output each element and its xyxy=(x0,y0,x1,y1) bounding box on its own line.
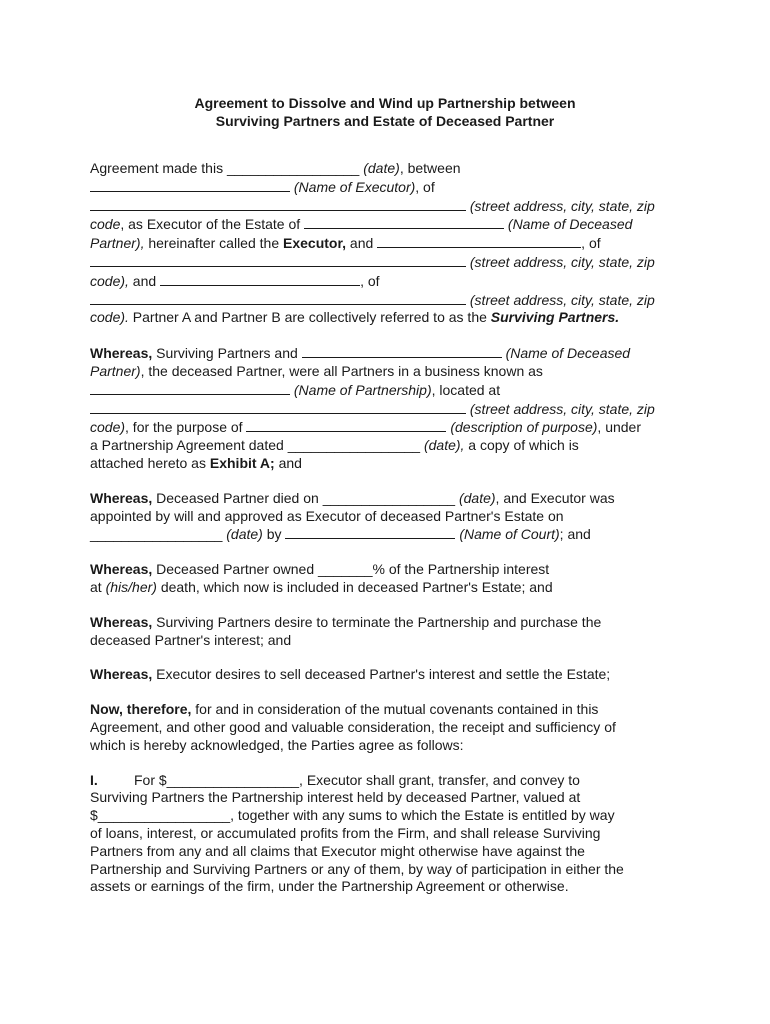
agreement-date-blank[interactable]: _________________ xyxy=(287,437,421,454)
partner-b-address-blank[interactable] xyxy=(90,291,466,305)
purpose-blank[interactable] xyxy=(246,418,446,432)
whereas-settle-paragraph: Whereas, Executor desires to sell deceased Partner's interest and settle the Estate; xyxy=(90,666,611,683)
partner-b-name-blank[interactable] xyxy=(160,272,360,286)
clause-i-paragraph: I. For $_________________, Executor shall grant, transfer, and convey to Surviving Partners the Partnership interest held by deceased Partner, valued at $_________________, together with any sums to which the Estate is entitled by way of loans, interest, or accumulated profits from the Firm, and shall release Surviving Partners from any and all claims that Executor might otherwise have against the Partnership and Surviving Partners or any of them, by way of participation in either the assets or earnings of the firm, under the Partnership Agreement or otherwise. xyxy=(90,771,624,895)
deceased-name-blank-2[interactable] xyxy=(302,344,502,358)
document-page xyxy=(90,94,680,913)
now-therefore-paragraph: Now, therefore, for and in consideration of the mutual covenants contained in this Agreement, and other good and valuable consideration, the receipt and sufficiency of which is hereby acknowledged, the Parties agree as follows: xyxy=(90,701,616,753)
appointment-date-blank[interactable]: _________________ xyxy=(90,526,223,543)
date-blank[interactable]: _________________ xyxy=(226,160,360,176)
death-date-blank[interactable]: _________________ xyxy=(322,489,456,506)
executor-name-blank[interactable] xyxy=(90,178,290,192)
deceased-name-blank[interactable] xyxy=(304,215,504,229)
whereas-terminate-paragraph: Whereas, Surviving Partners desire to terminate the Partnership and purchase the deceased Partner's interest; and xyxy=(90,613,602,648)
partner-a-name-blank[interactable] xyxy=(377,234,581,248)
whereas-ownership-paragraph: Whereas, Deceased Partner owned _______% of the Partnership interest at (his/her) death, which now is included in deceased Partner's Estate; and xyxy=(90,561,553,595)
document-title xyxy=(90,94,680,130)
clause-number: I. xyxy=(90,771,98,788)
title-line-1: Agreement to Dissolve and Wind up Partnership between xyxy=(194,95,576,111)
agreement-parties-paragraph: Agreement made this _________________ (date), between (Name of Executor), of (street address, city, state, zip code, as Executor of the Estate of (Name of Deceased Partner), hereinafter called the Executor, and , of (street address, city, state, zip code), and , of (street address, city, state, zip code). Partner A and Partner B are collectively referred to as the Surviving Partners. xyxy=(90,160,655,326)
partnership-address-blank[interactable] xyxy=(90,400,466,414)
partner-a-address-blank[interactable] xyxy=(90,253,466,267)
title-line-2: Surviving Partners and Estate of Deceased Partner xyxy=(215,113,555,129)
whereas-partnership-paragraph: Whereas, Surviving Partners and (Name of Deceased Partner), the deceased Partner, were all Partners in a business known as (Name of Partnership), located at (street address, city, state, zip code), for the purpose of (description of purpose), under a Partnership Agreement dated _________________ (date), a copy of which is attached hereto as Exhibit A; and xyxy=(90,345,655,471)
whereas-death-paragraph: Whereas, Deceased Partner died on _________________ (date), and Executor was appointed by will and approved as Executor of deceased Partner's Estate on _________________ (date) by (Name of Court); and xyxy=(90,489,615,543)
court-name-blank[interactable] xyxy=(285,525,455,539)
executor-address-blank[interactable] xyxy=(90,197,466,211)
partnership-name-blank[interactable] xyxy=(90,381,290,395)
